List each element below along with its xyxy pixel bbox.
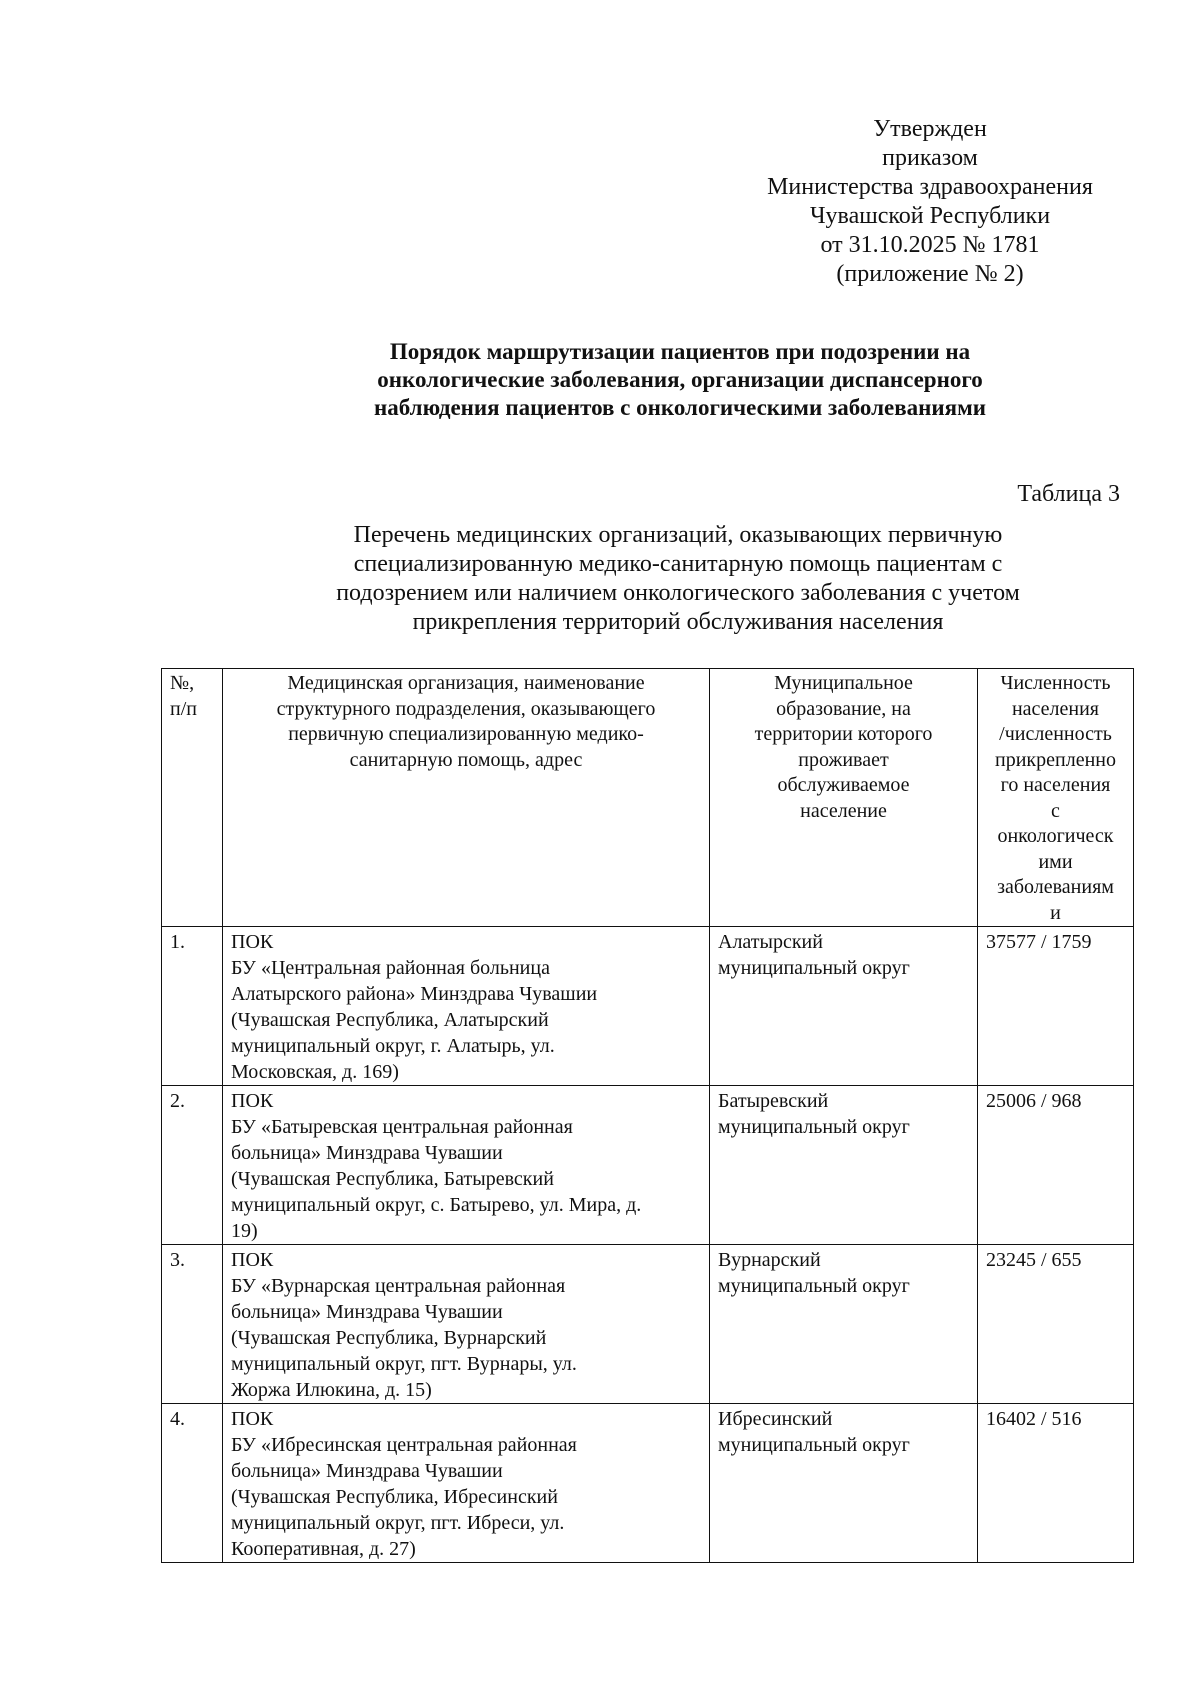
- row-municipality: Батыревский муниципальный округ: [710, 1086, 978, 1245]
- title-line: Порядок маршрутизации пациентов при подозрении на: [389, 339, 971, 364]
- row-organization: ПОК БУ «Вурнарская центральная районная больница» Минздрава Чувашии (Чувашская Республика, Вурнарский муниципальный округ, пгт. Вурнары, ул. Жоржа Илюкина, д. 15): [223, 1245, 710, 1404]
- row-population: 16402 / 516: [978, 1404, 1134, 1563]
- row-number: 2.: [162, 1086, 223, 1245]
- row-organization: ПОК БУ «Ибресинская центральная районная больница» Минздрава Чувашии (Чувашская Республика, Ибресинский муниципальный округ, пгт. Ибреси, ул. Кооперативная, д. 27): [223, 1404, 710, 1563]
- header-population: Численность населения /численность прикрепленно го населения с онкологическ ими заболеваниям и: [978, 669, 1134, 927]
- row-municipality: Ибресинский муниципальный округ: [710, 1404, 978, 1563]
- title-line: наблюдения пациентов с онкологическими заболеваниями: [373, 395, 987, 420]
- approval-line: от 31.10.2025 № 1781: [820, 232, 1040, 258]
- header-organization: Медицинская организация, наименование структурного подразделения, оказывающего первичную специализированную медико- санитарную помощь, адрес: [223, 669, 710, 927]
- row-population: 23245 / 655: [978, 1245, 1134, 1404]
- caption-line: прикрепления территорий обслуживания населения: [412, 609, 944, 635]
- caption-line: Перечень медицинских организаций, оказывающих первичную: [353, 522, 1003, 548]
- title-line: онкологические заболевания, организации диспансерного: [377, 367, 983, 392]
- row-number: 4.: [162, 1404, 223, 1563]
- row-municipality: Вурнарский муниципальный округ: [710, 1245, 978, 1404]
- table-number: Таблица 3: [1017, 481, 1120, 507]
- header-municipality: Муниципальное образование, на территории которого проживает обслуживаемое население: [710, 669, 978, 927]
- table-row: [162, 927, 1134, 1086]
- caption-line: специализированную медико-санитарную помощь пациентам с: [353, 551, 1003, 577]
- table-row: [162, 1404, 1134, 1563]
- header-number: №, п/п: [162, 669, 223, 927]
- approval-line: Чувашской Республики: [809, 203, 1051, 229]
- approval-line: Министерства здравоохранения: [767, 174, 1093, 200]
- table-row: [162, 1086, 1134, 1245]
- row-population: 37577 / 1759: [978, 927, 1134, 1086]
- caption-line: подозрением или наличием онкологического заболевания с учетом: [336, 580, 1020, 606]
- row-number: 1.: [162, 927, 223, 1086]
- organizations-table: [161, 668, 1134, 1563]
- row-population: 25006 / 968: [978, 1086, 1134, 1245]
- approval-line: приказом: [882, 145, 978, 171]
- row-organization: ПОК БУ «Центральная районная больница Алатырского района» Минздрава Чувашии (Чувашская Республика, Алатырский муниципальный округ, г. Алатырь, ул. Московская, д. 169): [223, 927, 710, 1086]
- row-municipality: Алатырский муниципальный округ: [710, 927, 978, 1086]
- row-organization: ПОК БУ «Батыревская центральная районная больница» Минздрава Чувашии (Чувашская Республика, Батыревский муниципальный округ, с. Батырево, ул. Мира, д. 19): [223, 1086, 710, 1245]
- approval-stamp: [730, 115, 1130, 289]
- document-title: [300, 338, 1060, 422]
- table-header-row: [162, 669, 1134, 927]
- table-caption: [296, 521, 1060, 637]
- table-row: [162, 1245, 1134, 1404]
- approval-line: Утвержден: [873, 116, 987, 142]
- approval-line: (приложение № 2): [836, 261, 1024, 287]
- row-number: 3.: [162, 1245, 223, 1404]
